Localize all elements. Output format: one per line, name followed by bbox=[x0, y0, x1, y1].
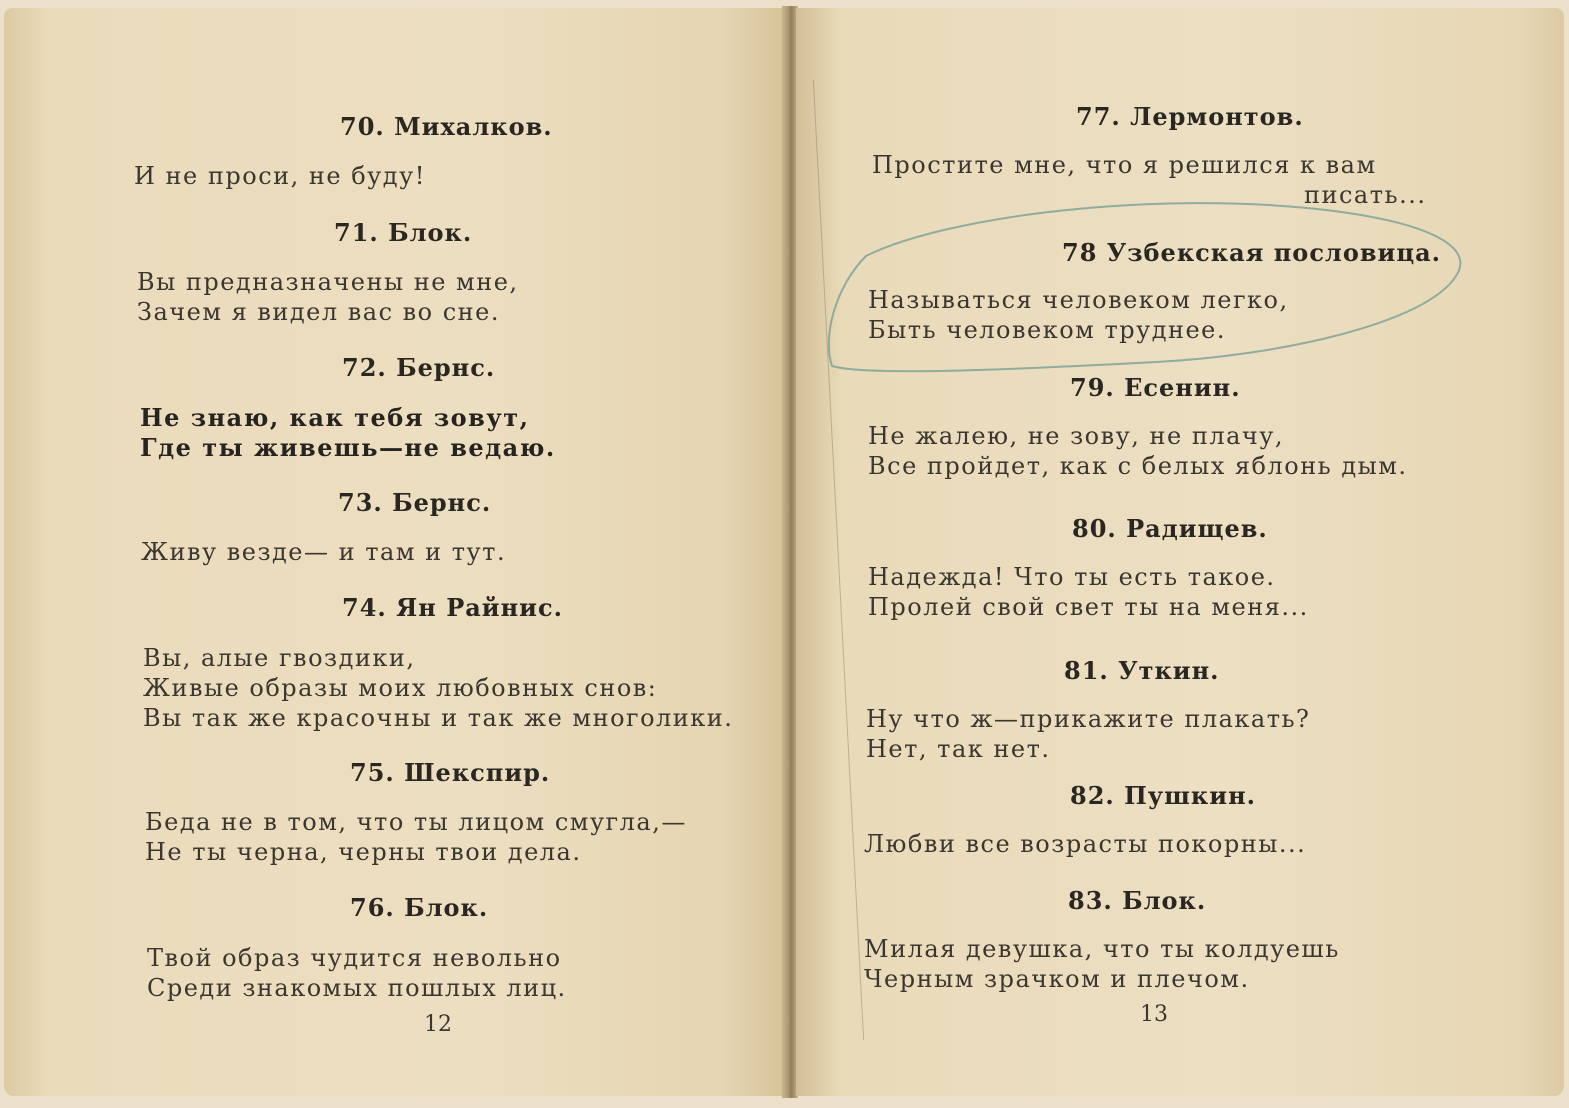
entry-line: Твой образ чудится невольно bbox=[147, 944, 562, 972]
entry-heading: 82. Пушкин. bbox=[1070, 781, 1256, 810]
entry-line: Пролей свой свет ты на меня... bbox=[868, 593, 1309, 621]
entry-heading: 77. Лермонтов. bbox=[1076, 102, 1304, 131]
entry-heading: 80. Радищев. bbox=[1072, 514, 1268, 543]
entry-line: Называться человеком легко, bbox=[868, 286, 1289, 314]
entry-heading: 72. Бернс. bbox=[342, 353, 496, 382]
entry-heading: 74. Ян Райнис. bbox=[342, 593, 563, 622]
page-number: 13 bbox=[1140, 1002, 1168, 1027]
entry-heading: 78 Узбекская пословица. bbox=[1062, 238, 1441, 267]
entry-heading: 71. Блок. bbox=[334, 218, 473, 247]
entry-line: Любви все возрасты покорны... bbox=[864, 830, 1307, 858]
entry-line: Беда не в том, что ты лицом смугла,— bbox=[145, 808, 687, 836]
entry-heading: 76. Блок. bbox=[350, 893, 489, 922]
entry-line: Вы так же красочны и так же многолики. bbox=[143, 704, 734, 732]
entry-line: Не жалею, не зову, не плачу, bbox=[868, 422, 1285, 450]
entry-line: Где ты живешь—не ведаю. bbox=[140, 433, 556, 462]
entry-line: Ну что ж—прикажите плакать? bbox=[866, 705, 1311, 733]
entry-heading: 73. Бернс. bbox=[338, 488, 492, 517]
entry-line: Все пройдет, как с белых яблонь дым. bbox=[868, 452, 1408, 480]
right-page bbox=[796, 8, 1564, 1096]
entry-line: Простите мне, что я решился к вам bbox=[872, 151, 1377, 179]
entry-line: Надежда! Что ты есть такое. bbox=[868, 563, 1276, 591]
entry-heading: 83. Блок. bbox=[1068, 886, 1207, 915]
entry-heading: 70. Михалков. bbox=[340, 112, 553, 141]
entry-line: Живые образы моих любовных снов: bbox=[143, 674, 658, 702]
entry-line: Не ты черна, черны твои дела. bbox=[145, 838, 582, 866]
entry-heading: 79. Есенин. bbox=[1070, 373, 1241, 402]
entry-heading: 75. Шекспир. bbox=[350, 758, 551, 787]
entry-line: Нет, так нет. bbox=[866, 735, 1051, 763]
entry-line: Зачем я видел вас во сне. bbox=[137, 298, 501, 326]
entry-line: Черным зрачком и плечом. bbox=[864, 965, 1250, 993]
entry-line: Вы предназначены не мне, bbox=[137, 268, 519, 296]
entry-line: Милая девушка, что ты колдуешь bbox=[864, 935, 1340, 963]
entry-line: Быть человеком труднее. bbox=[868, 316, 1227, 344]
entry-line: Не знаю, как тебя зовут, bbox=[140, 403, 530, 432]
entry-heading: 81. Уткин. bbox=[1064, 656, 1220, 685]
left-page bbox=[4, 8, 786, 1096]
entry-line: писать... bbox=[1304, 181, 1427, 209]
entry-line: И не проси, не буду! bbox=[134, 162, 426, 190]
page-number: 12 bbox=[424, 1012, 452, 1037]
entry-line: Среди знакомых пошлых лиц. bbox=[147, 974, 567, 1002]
entry-line: Живу везде— и там и тут. bbox=[141, 538, 507, 566]
entry-line: Вы, алые гвоздики, bbox=[143, 644, 416, 672]
